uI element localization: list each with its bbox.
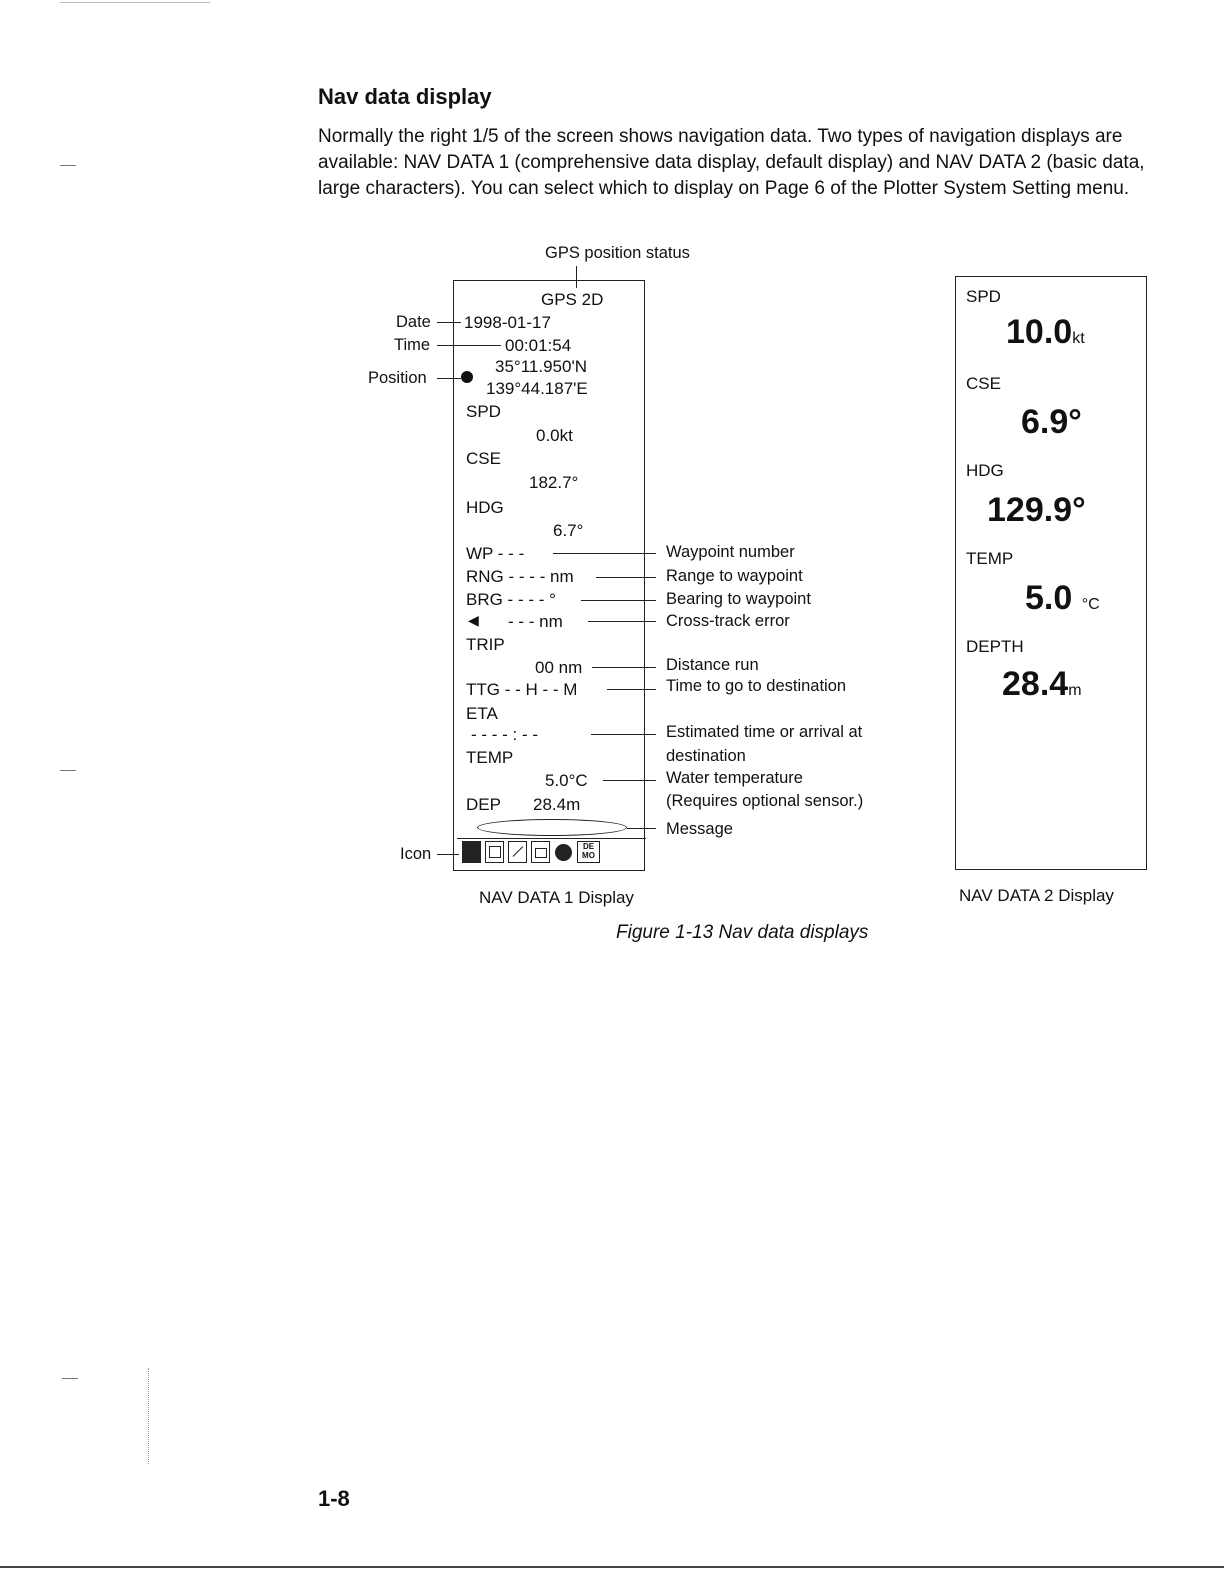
temp-value: 5.0°C [545, 771, 588, 790]
nav2-depth-number: 28.4 [1002, 665, 1069, 703]
date-value: 1998-01-17 [464, 313, 551, 332]
cse-value: 182.7° [529, 473, 579, 492]
range-annotation: Range to waypoint [666, 567, 803, 585]
scan-mark [60, 165, 76, 166]
icon-callout: Icon [400, 845, 432, 863]
trip-value: 00 nm [535, 658, 583, 677]
temp-leader [603, 780, 656, 781]
nav2-cse-value: 6.9° [1021, 403, 1082, 441]
printer-icon [531, 841, 550, 863]
time-callout: Time [394, 336, 431, 354]
wp-field: WP - - - [466, 544, 525, 563]
bottom-rule [0, 1566, 1224, 1568]
trip-label: TRIP [466, 635, 505, 654]
message-annotation: Message [666, 820, 733, 838]
time-leader [437, 345, 501, 346]
waypoint-annotation: Waypoint number [666, 543, 795, 561]
hdg-value: 6.7° [553, 521, 584, 540]
figure-caption: Figure 1-13 Nav data displays [616, 922, 869, 943]
xte-annotation: Cross-track error [666, 612, 790, 630]
scan-mark [62, 1378, 78, 1379]
position-leader [437, 378, 461, 379]
position-dot-icon [461, 371, 473, 383]
icon-leader [437, 854, 459, 855]
rng-field: RNG - - - - nm [466, 567, 574, 586]
eta-annotation-line1: Estimated time or arrival at [666, 723, 863, 741]
eta-annotation-line2: destination [666, 747, 746, 765]
date-callout: Date [396, 313, 431, 331]
ttg-annotation: Time to go to destination [666, 677, 847, 695]
icon-row-divider [457, 838, 646, 839]
ttg-leader [607, 689, 656, 690]
brg-leader [581, 600, 656, 601]
hdg-label: HDG [466, 498, 504, 517]
intro-paragraph: Normally the right 1/5 of the screen shows navigation data. Two types of navigation displays are available: NAV DATA 1 (comprehensive data display, default display) and NAV DATA 2 (basic data, large characters). You can select which to display on Page 6 of the Plotter System Setting menu. [318, 126, 1145, 199]
gps-status-callout: GPS position status [545, 244, 690, 262]
brg-field: BRG - - - - ° [466, 590, 556, 609]
nav2-hdg-value: 129.9° [987, 491, 1086, 529]
eta-leader [591, 734, 656, 735]
spd-label: SPD [466, 402, 501, 421]
spd-value: 0.0kt [536, 426, 573, 445]
section-title: Nav data display [318, 84, 492, 109]
nav2-temp-unit: °C [1081, 596, 1100, 613]
wp-leader [553, 553, 656, 554]
gps-status: GPS 2D [541, 290, 604, 309]
nav-data-2-panel [955, 276, 1147, 870]
distance-annotation: Distance run [666, 656, 759, 674]
nav2-cse-label: CSE [966, 374, 1001, 393]
longitude-value: 139°44.187'E [486, 379, 588, 398]
nav2-hdg-label: HDG [966, 461, 1004, 480]
nav2-depth-label: DEPTH [966, 637, 1024, 656]
ttg-field: TTG - - H - - M [466, 680, 578, 699]
nav2-temp-number: 5.0 [1025, 579, 1073, 617]
date-leader [437, 322, 461, 323]
page-number: 1-8 [318, 1486, 350, 1511]
bearing-annotation: Bearing to waypoint [666, 590, 811, 608]
cse-label: CSE [466, 449, 501, 468]
temp-annotation-line2: (Requires optional sensor.) [666, 792, 864, 810]
xte-arrow-icon: ◀ [468, 612, 479, 628]
xte-field: - - - nm [508, 612, 563, 631]
message-oval [477, 819, 627, 836]
scan-mark [60, 2, 210, 3]
scan-mark [60, 770, 76, 771]
trip-leader [592, 667, 656, 668]
temp-annotation-line1: Water temperature [666, 769, 803, 787]
eta-label: ETA [466, 704, 498, 723]
track-icon [508, 841, 527, 863]
scan-mark [148, 1368, 150, 1464]
latitude-value: 35°11.950'N [495, 357, 587, 376]
nav2-spd-value [1006, 313, 1085, 352]
xte-leader [588, 621, 656, 622]
dep-value: 28.4m [533, 795, 581, 814]
chart-mode-icon [462, 841, 481, 863]
rng-leader [596, 577, 656, 578]
nav-data-2-caption: NAV DATA 2 Display [959, 886, 1114, 905]
dep-label: DEP [466, 795, 501, 814]
window-mode-icon [485, 841, 504, 863]
nav2-depth-value [1002, 665, 1082, 704]
nav2-temp-value [1025, 579, 1100, 618]
demo-icon: DE MO [577, 841, 600, 863]
nav-data-1-caption: NAV DATA 1 Display [479, 888, 634, 907]
nav2-depth-unit: m [1068, 682, 1082, 699]
temp-label: TEMP [466, 748, 514, 767]
position-callout: Position [368, 369, 427, 387]
alarm-icon [555, 844, 572, 861]
nav2-spd-number: 10.0 [1006, 313, 1073, 351]
message-leader [627, 828, 656, 829]
nav2-spd-unit: kt [1072, 330, 1085, 347]
time-value: 00:01:54 [505, 336, 572, 355]
eta-value: - - - - : - - [471, 725, 539, 744]
nav2-spd-label: SPD [966, 287, 1001, 306]
nav2-temp-label: TEMP [966, 549, 1014, 568]
